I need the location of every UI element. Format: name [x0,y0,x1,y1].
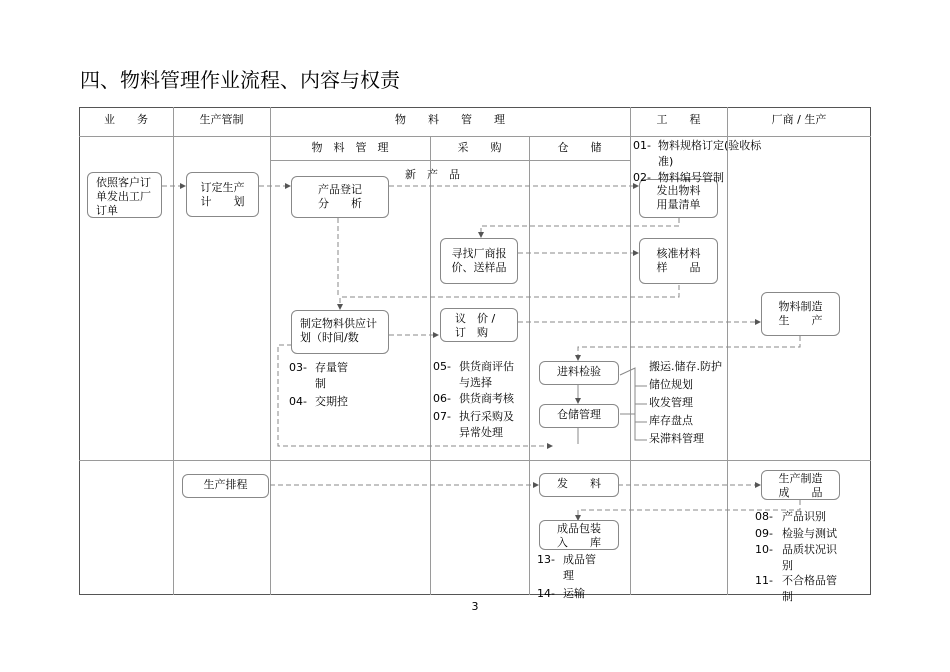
note-text: 品质状况识 别 [782,543,837,572]
note-text: 存量管 制 [315,361,348,390]
page-title: 四、物料管理作业流程、内容与权责 [80,68,400,92]
incoming-inspection-box: 进料检验 [539,361,619,385]
negotiate-box: 议 价 / 订 购 [440,308,518,342]
note-text: 供货商评估 与选择 [459,360,514,389]
finished-goods-box: 生产制造 成 品 [761,470,840,500]
note-text: 检验与测试 [782,527,837,540]
note-number: 11- [755,574,773,587]
note-text: 成品管 理 [563,553,596,582]
note-number: 10- [755,543,773,556]
note-number: 07- [433,410,451,423]
warehouse-mgmt-box: 仓储管理 [539,404,619,428]
product-register-box: 产品登记 分 析 [291,176,389,218]
production-schedule-box: 生产排程 [182,474,269,498]
note-text: 产品识别 [782,510,826,523]
approve-sample-box: 核准材料 样 品 [639,238,718,284]
note-number: 05- [433,360,451,373]
engineering-notes [633,138,762,184]
note-text: 物料编号管制 [658,171,724,184]
note-number: 03- [289,361,307,374]
note-number: 08- [755,510,773,523]
warehouse-task: 搬运.储存.防护 [649,360,722,373]
column-header-vendor-production: 厂商 / 生产 [771,113,827,126]
note-text: 执行采购及 异常处理 [459,410,514,439]
warehouse-task: 储位规划 [649,378,693,391]
note-text: 运输 [563,587,585,600]
note-number: 02- [633,171,651,184]
note-number: 09- [755,527,773,540]
warehouse-notes [537,552,629,600]
purchasing-notes [433,359,529,439]
note-number: 14- [537,587,555,600]
note-number: 06- [433,392,451,405]
material-notes [289,360,389,408]
warehouse-task: 收发管理 [649,396,693,409]
customer-order-box: 依照客户订 单发出工厂 订单 [87,172,162,218]
subheader-purchasing: 采 购 [457,141,502,154]
find-vendor-box: 寻找厂商报 价、送样品 [440,238,518,284]
fg-packing-box: 成品包装 入 库 [539,520,619,550]
subheader-warehouse: 仓 储 [557,141,602,154]
production-plan-box: 订定生产 计 划 [186,172,259,217]
column-header-business: 业 务 [104,113,148,126]
note-text: 交期控 [315,395,348,408]
subheader-material-mgmt: 物 料 管 理 [311,141,389,154]
new-product-label: 新 产 品 [405,168,460,181]
page-number: 3 [471,600,479,613]
warehouse-task: 呆滞料管理 [649,432,704,445]
production-notes [755,509,869,603]
supply-plan-box: 制定物料供应计 划（时间/数 [291,310,389,354]
note-text: 不合格品管 制 [782,574,837,603]
note-text: 物料规格订定(验收标 准) [658,139,762,168]
issue-bom-box: 发出物料 用量清单 [639,179,718,218]
column-header-material-management: 物 料 管 理 [395,113,505,126]
note-text: 供货商考核 [459,392,514,405]
warehouse-task: 库存盘点 [649,414,693,427]
note-number: 04- [289,395,307,408]
material-make-box: 物料制造 生 产 [761,292,840,336]
issue-material-box: 发 料 [539,473,619,497]
column-header-engineering: 工 程 [656,113,701,126]
note-number: 01- [633,139,651,152]
column-header-production-control: 生产管制 [199,113,244,126]
note-number: 13- [537,553,555,566]
